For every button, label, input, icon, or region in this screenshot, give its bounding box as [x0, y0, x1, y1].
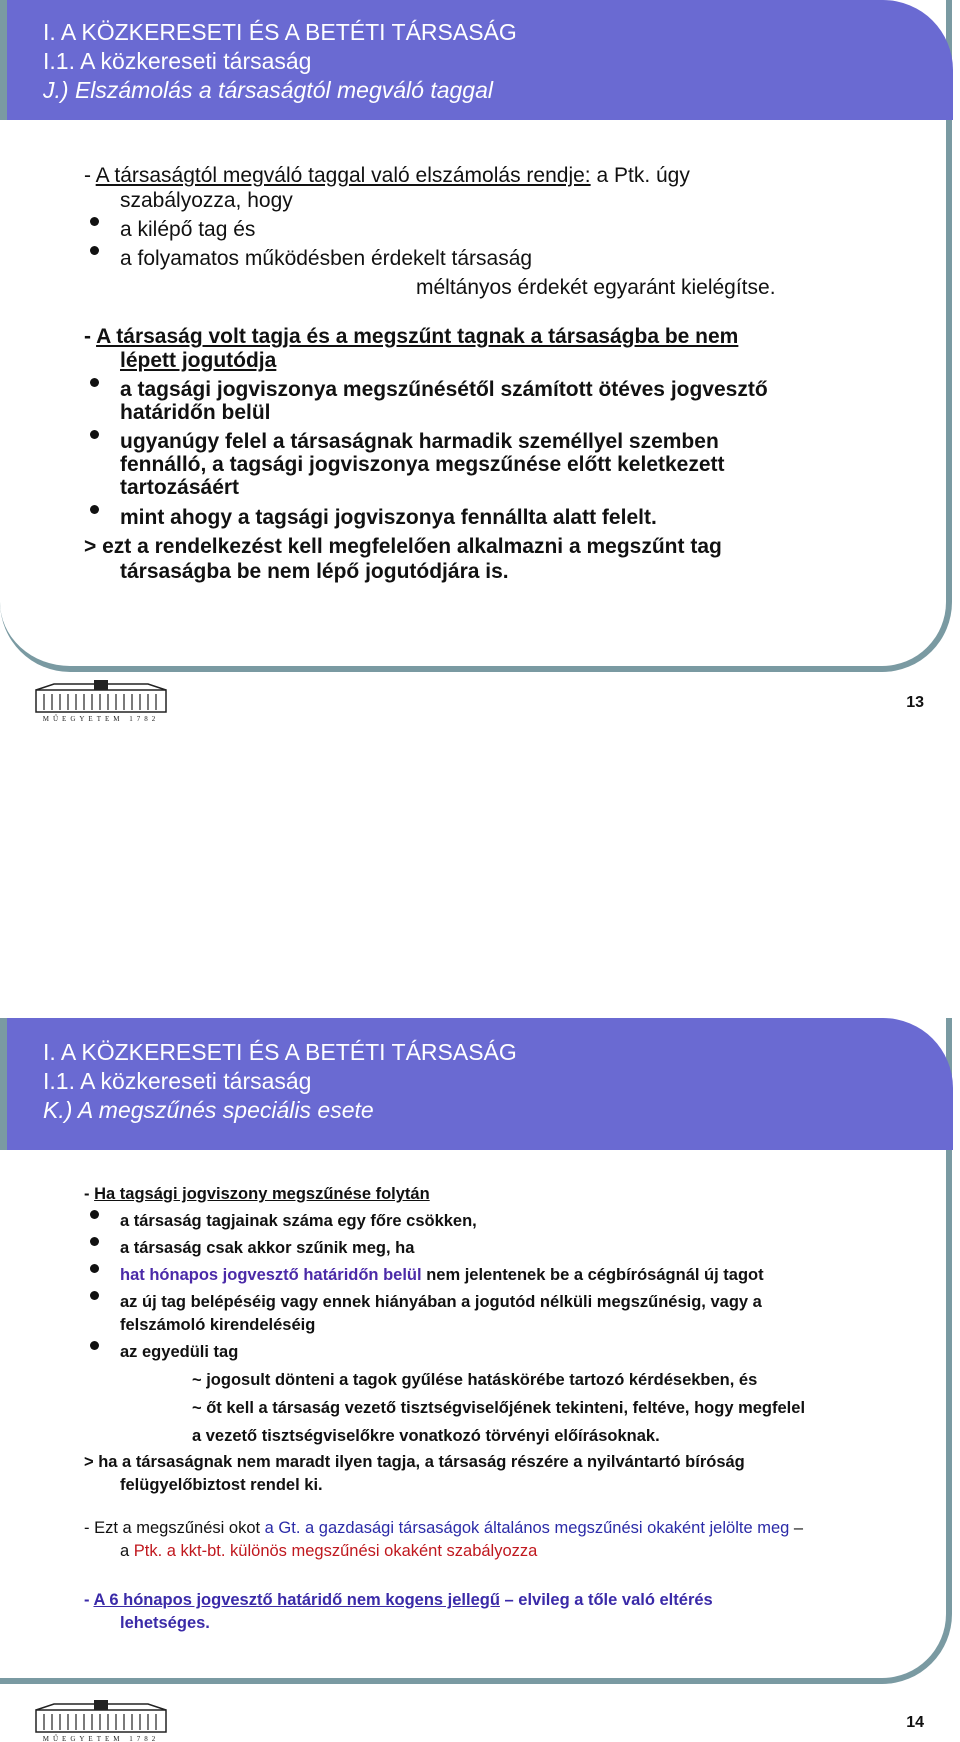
slide-13: [0, 0, 960, 720]
header-title: I. A KÖZKERESETI ÉS A BETÉTI TÁRSASÁG: [43, 1039, 517, 1065]
header-subtitle: I.1. A közkereseti társaság: [43, 48, 312, 74]
list-item: az új tag belépéséig vagy ennek hiányában a jogutód nélküli megszűnésig, vagy a felszámoló kirendeléséig: [120, 1291, 936, 1337]
list-item: a társaság tagjainak száma egy főre csökken,: [120, 1210, 936, 1233]
list-item: a folyamatos működésben érdekelt társaság: [120, 246, 936, 271]
header-section: K.) A megszűnés speciális esete: [43, 1097, 374, 1123]
university-logo: [34, 1700, 168, 1742]
slide-header: [7, 1018, 953, 1150]
list-item: ugyanúgy felel a társaságnak harmadik személlyel szemben fennálló, a tagsági jogviszonya megszűnése előtt keletkezett tartozásáért: [120, 430, 936, 499]
svg-text:MŰEGYETEM 1782: MŰEGYETEM 1782: [42, 1735, 160, 1742]
list-item: az egyedüli tag: [120, 1341, 936, 1364]
header-section: J.) Elszámolás a társaságtól megváló taggal: [43, 77, 493, 103]
page-number: 14: [906, 1714, 924, 1731]
slide-body: - Ha tagsági jogviszony megszűnése folytán a társaság tagjainak száma egy főre csökken, a társaság csak akkor szűnik meg, ha hat hónapos jogvesztő határidőn belül nem jelentenek be a cégbíróságnál új tagot az új tag belépéséig vagy ennek hiányában a jogutód nélküli megszűnésig, vagy a felszámoló kirendeléséig az egyedüli tag ~ jogosult dönteni a tagok gyűlése hatáskörébe tartozó kérdésekben, és ~ őt kell a társaság vezető tisztségviselőjének tekinteni, feltéve, hogy megfelel a vezető tisztségviselőkre vonatkozó törvényi előírásoknak. > ha a társaságnak nem maradt ilyen tagja, a társaság részére a nyilvántartó bíróság felügyelőbiztost rendel ki. - Ezt a megszűnési okot a Gt. a gazdasági társaságok általános megszűnési okaként jelölte meg – a Ptk. a kkt-bt. különös megszűnési okaként szabályozza - A 6 hónapos jogvesztő határidő nem kogens jellegű – elvileg a tőle való eltérés lehetséges.: [84, 1183, 900, 1635]
list-item: hat hónapos jogvesztő határidőn belül nem jelentenek be a cégbíróságnál új tagot: [120, 1264, 936, 1287]
header-title: I. A KÖZKERESETI ÉS A BETÉTI TÁRSASÁG: [43, 19, 517, 45]
slide-footer: [34, 1700, 934, 1742]
header-subtitle: I.1. A közkereseti társaság: [43, 1068, 312, 1094]
page-number: 13: [906, 694, 924, 711]
list-item: mint ahogy a tagsági jogviszonya fennállta alatt felelt.: [120, 505, 936, 530]
list-item: a kilépő tag és: [120, 217, 936, 242]
svg-text:MŰEGYETEM 1782: MŰEGYETEM 1782: [42, 715, 160, 722]
university-logo: [34, 680, 168, 722]
list-item: a tagsági jogviszonya megszűnésétől számított ötéves jogvesztő határidőn belül: [120, 378, 936, 424]
slide-footer: [34, 680, 934, 722]
slide-header: [7, 0, 953, 120]
slide-body: - A társaságtól megváló taggal való elszámolás rendje: a Ptk. úgy szabályozza, hogy a kilépő tag és a folyamatos működésben érdekelt társaság méltányos érdekét egyaránt kielégítse. - A társaság volt tagja és a megszűnt tagnak a társaságba be nem lépett jogutódja a tagsági jogviszonya megszűnésétől számított ötéves jogvesztő határidőn belül ugyanúgy felel a társaságnak harmadik személlyel szemben fennálló, a tagsági jogviszonya megszűnése előtt keletkezett tartozásáért mint ahogy a tagsági jogviszonya fennállta alatt felelt. > ezt a rendelkezést kell megfelelően alkalmazni a megszűnt tag társaságba be nem lépő jogutódjára is.: [84, 163, 900, 584]
slide-14: [0, 1018, 960, 1742]
list-item: a társaság csak akkor szűnik meg, ha: [120, 1237, 936, 1260]
